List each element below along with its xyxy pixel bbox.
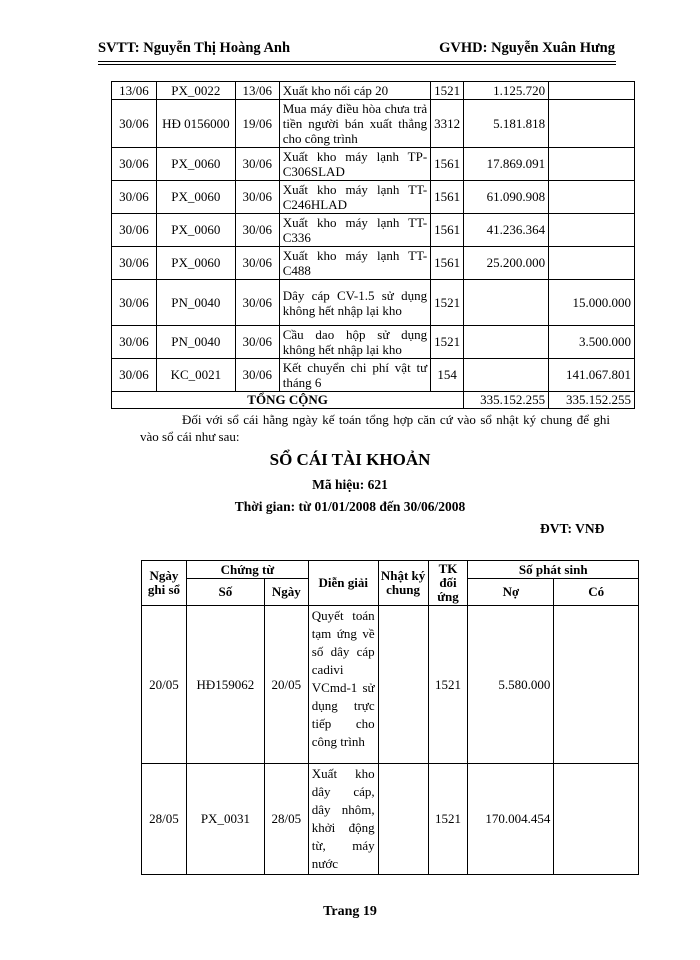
page-header	[98, 40, 615, 57]
debit-amount: 41.236.364	[464, 214, 549, 247]
description: Cầu dao hộp sử dụng không hết nhập lại kho	[279, 326, 430, 359]
header-credit: Có	[554, 579, 639, 606]
credit-amount: 3.500.000	[549, 326, 635, 359]
table-row	[112, 148, 635, 181]
voucher-date: 30/06	[235, 247, 279, 280]
supervisor-name: GVHD: Nguyễn Xuân Hưng	[439, 40, 615, 56]
entry-date: 30/06	[112, 181, 157, 214]
debit-amount	[464, 359, 549, 392]
voucher-number: PN_0040	[156, 280, 235, 326]
voucher-number: PN_0040	[156, 326, 235, 359]
table-row	[112, 82, 635, 100]
entry-date: 30/06	[112, 326, 157, 359]
account: 1521	[431, 280, 464, 326]
currency-unit: ĐVT: VNĐ	[540, 521, 605, 536]
debit-amount	[464, 326, 549, 359]
credit-amount	[549, 181, 635, 214]
header-voucher-date: Ngày	[264, 579, 308, 606]
total-label: TỔNG CỘNG	[112, 392, 464, 409]
table-row	[112, 181, 635, 214]
credit-amount: 15.000.000	[549, 280, 635, 326]
voucher-date: 30/06	[235, 148, 279, 181]
paragraph: Đối với sổ cái hằng ngày kế toán tổng hợp căn cứ vào sổ nhật ký chung để ghi vào sổ cái như sau:	[140, 412, 610, 444]
voucher-number: PX_0060	[156, 214, 235, 247]
description: Xuất kho nối cáp 20	[279, 82, 430, 100]
voucher-number: PX_0022	[156, 82, 235, 100]
total-debit: 335.152.255	[464, 392, 549, 409]
header-voucher: Chứng từ	[186, 561, 308, 579]
credit-amount	[549, 100, 635, 148]
credit-amount	[549, 148, 635, 181]
account: 1561	[431, 148, 464, 181]
account: 3312	[431, 100, 464, 148]
journal-ref	[378, 606, 428, 764]
voucher-date: 30/06	[235, 326, 279, 359]
description: Xuất kho máy lạnh TT-C246HLAD	[279, 181, 430, 214]
entry-date: 13/06	[112, 82, 157, 100]
voucher-number: PX_0060	[156, 247, 235, 280]
voucher-date: 13/06	[235, 82, 279, 100]
header-divider	[98, 61, 616, 65]
entry-date: 30/06	[112, 247, 157, 280]
debit-amount: 5.580.000	[468, 606, 554, 764]
header-amount: Số phát sinh	[468, 561, 639, 579]
header-debit: Nợ	[468, 579, 554, 606]
header-acct: TK đối ứng	[428, 561, 468, 606]
account: 1561	[431, 181, 464, 214]
account: 1561	[431, 214, 464, 247]
description: Dây cáp CV-1.5 sử dụng không hết nhập lại kho	[279, 280, 430, 326]
credit-amount	[554, 606, 639, 764]
header-journal: Nhật ký chung	[378, 561, 428, 606]
description: Kết chuyển chi phí vật tư tháng 6	[279, 359, 430, 392]
debit-amount: 61.090.908	[464, 181, 549, 214]
ledger-row	[142, 606, 639, 764]
entry-date: 30/06	[112, 359, 157, 392]
debit-amount: 170.004.454	[468, 764, 554, 875]
account: 1521	[428, 606, 468, 764]
table-row	[112, 326, 635, 359]
description: Quyết toán tạm ứng về số dây cáp cadivi VCmd-1 sử dụng trực tiếp cho công trình	[308, 606, 378, 764]
table-row	[112, 359, 635, 392]
total-credit: 335.152.255	[549, 392, 635, 409]
header-number: Số	[186, 579, 264, 606]
voucher-number: HĐ 0156000	[156, 100, 235, 148]
credit-amount: 141.067.801	[549, 359, 635, 392]
account: 154	[431, 359, 464, 392]
description: Xuất kho máy lạnh TT-C336	[279, 214, 430, 247]
journal-table	[111, 81, 635, 409]
ledger-code: Mã hiệu: 621	[312, 477, 388, 492]
header-desc: Diễn giải	[308, 561, 378, 606]
description: Xuất kho máy lạnh TT-C488	[279, 247, 430, 280]
entry-date: 20/05	[142, 606, 187, 764]
header-date: Ngày ghi sổ	[142, 561, 187, 606]
voucher-number: PX_0060	[156, 181, 235, 214]
voucher-date: 28/05	[264, 764, 308, 875]
voucher-number: PX_0031	[186, 764, 264, 875]
debit-amount	[464, 280, 549, 326]
ledger-title: SỔ CÁI TÀI KHOẢN	[269, 450, 431, 469]
ledger-period: Thời gian: từ 01/01/2008 đến 30/06/2008	[234, 499, 466, 514]
voucher-date: 20/05	[264, 606, 308, 764]
student-name: SVTT: Nguyễn Thị Hoàng Anh	[98, 40, 291, 56]
account: 1521	[431, 326, 464, 359]
voucher-date: 30/06	[235, 214, 279, 247]
description: Xuất kho máy lạnh TP-C306SLAD	[279, 148, 430, 181]
description: Xuất kho dây cáp, dây nhôm, khởi động từ, máy nước	[308, 764, 378, 875]
table-row	[112, 100, 635, 148]
debit-amount: 17.869.091	[464, 148, 549, 181]
entry-date: 30/06	[112, 100, 157, 148]
journal-ref	[378, 764, 428, 875]
total-row	[112, 392, 635, 409]
account: 1521	[431, 82, 464, 100]
voucher-date: 19/06	[235, 100, 279, 148]
debit-amount: 1.125.720	[464, 82, 549, 100]
voucher-number: KC_0021	[156, 359, 235, 392]
ledger-table	[141, 560, 639, 875]
entry-date: 28/05	[142, 764, 187, 875]
credit-amount	[549, 82, 635, 100]
voucher-number: PX_0060	[156, 148, 235, 181]
debit-amount: 25.200.000	[464, 247, 549, 280]
table-row	[112, 280, 635, 326]
ledger-row	[142, 764, 639, 875]
page-number: Trang 19	[323, 904, 377, 919]
account: 1521	[428, 764, 468, 875]
table-row	[112, 247, 635, 280]
description: Mua máy điều hòa chưa trả tiền người bán xuất thẳng cho công trình	[279, 100, 430, 148]
entry-date: 30/06	[112, 280, 157, 326]
voucher-date: 30/06	[235, 359, 279, 392]
account: 1561	[431, 247, 464, 280]
credit-amount	[554, 764, 639, 875]
voucher-date: 30/06	[235, 181, 279, 214]
voucher-date: 30/06	[235, 280, 279, 326]
entry-date: 30/06	[112, 214, 157, 247]
credit-amount	[549, 247, 635, 280]
debit-amount: 5.181.818	[464, 100, 549, 148]
entry-date: 30/06	[112, 148, 157, 181]
voucher-number: HĐ159062	[186, 606, 264, 764]
credit-amount	[549, 214, 635, 247]
table-row	[112, 214, 635, 247]
